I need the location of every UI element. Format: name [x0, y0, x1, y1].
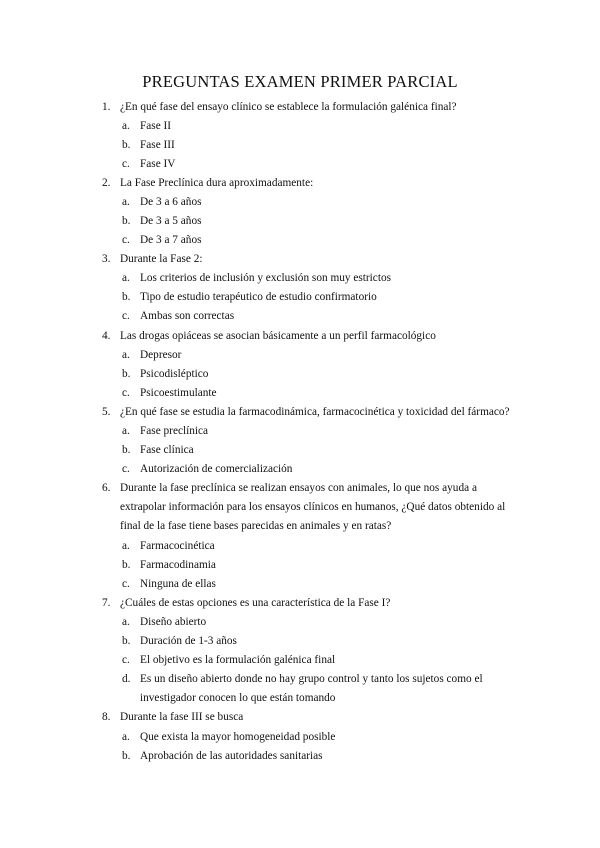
option-text: Fase III: [140, 139, 175, 151]
option-text-line-2: investigador conocen lo que están tomando: [140, 692, 336, 704]
option-text: Fase IV: [140, 158, 176, 170]
option-text: Fase II: [140, 120, 172, 132]
question-text-line-2: extrapolar información para los ensayos clínicos en humanos, ¿Qué datos obtenido al: [120, 501, 506, 513]
question-text: Durante la fase III se busca: [120, 711, 244, 723]
option-letter: c.: [122, 654, 130, 666]
option-letter: c.: [122, 463, 130, 475]
question-text: La Fase Preclínica dura aproximadamente:: [120, 177, 314, 189]
option-letter: c.: [122, 310, 130, 322]
question-text: ¿En qué fase se estudia la farmacodinámica, farmacocinética y toxicidad del fármaco?: [120, 406, 510, 418]
question-text-line-3: final de la fase tiene bases parecidas en animales y en ratas?: [120, 520, 392, 532]
option-text: Que exista la mayor homogeneidad posible: [140, 731, 336, 743]
option-text: Duración de 1-3 años: [140, 635, 237, 647]
option-text: Depresor: [140, 349, 182, 361]
option-text: Ambas son correctas: [140, 310, 235, 322]
question-text: Durante la Fase 2:: [120, 253, 203, 265]
question-number: 3.: [102, 253, 111, 265]
option-text: De 3 a 6 años: [140, 196, 202, 208]
option-letter: d.: [122, 673, 131, 685]
question-text-line-1: Durante la fase preclínica se realizan ensayos con animales, lo que nos ayuda a: [120, 482, 477, 494]
question-number: 7.: [102, 597, 111, 609]
option-letter: a.: [122, 120, 130, 132]
option-letter: c.: [122, 578, 130, 590]
option-text-line-1: Es un diseño abierto donde no hay grupo control y tanto los sujetos como el: [140, 673, 483, 685]
question-number: 1.: [102, 101, 111, 113]
option-text: Ninguna de ellas: [140, 578, 216, 590]
question-number: 6.: [102, 482, 111, 494]
option-text: Psicodisléptico: [140, 368, 209, 380]
option-letter: b.: [122, 635, 131, 647]
option-letter: b.: [122, 559, 131, 571]
option-text: Autorización de comercialización: [140, 463, 293, 475]
option-letter: a.: [122, 425, 130, 437]
option-letter: c.: [122, 158, 130, 170]
option-letter: a.: [122, 196, 130, 208]
option-text: Fase preclínica: [140, 425, 209, 437]
option-text: Psicoestimulante: [140, 387, 217, 399]
option-letter: b.: [122, 215, 131, 227]
question-number: 2.: [102, 177, 111, 189]
option-letter: b.: [122, 291, 131, 303]
option-text: De 3 a 5 años: [140, 215, 202, 227]
option-letter: a.: [122, 616, 130, 628]
option-text: Aprobación de las autoridades sanitarias: [140, 750, 323, 762]
option-letter: a.: [122, 272, 130, 284]
option-text: Farmacodinamia: [140, 559, 216, 571]
option-letter: a.: [122, 349, 130, 361]
option-letter: a.: [122, 540, 130, 552]
option-text: Fase clínica: [140, 444, 194, 456]
page-title: PREGUNTAS EXAMEN PRIMER PARCIAL: [142, 72, 458, 91]
option-letter: b.: [122, 444, 131, 456]
question-number: 8.: [102, 711, 111, 723]
option-text: Tipo de estudio terapéutico de estudio confirmatorio: [140, 291, 377, 303]
question-text: ¿Cuáles de estas opciones es una característica de la Fase I?: [120, 597, 391, 609]
question-text: ¿En qué fase del ensayo clínico se establece la formulación galénica final?: [120, 101, 457, 113]
question-number: 5.: [102, 406, 111, 418]
option-text: Diseño abierto: [140, 616, 207, 628]
option-text: El objetivo es la formulación galénica final: [140, 654, 336, 666]
option-letter: b.: [122, 368, 131, 380]
option-text: Los criterios de inclusión y exclusión son muy estrictos: [140, 272, 392, 284]
option-letter: c.: [122, 234, 130, 246]
option-letter: b.: [122, 139, 131, 151]
question-text: Las drogas opiáceas se asocian básicamente a un perfil farmacológico: [120, 330, 436, 342]
option-text: De 3 a 7 años: [140, 234, 202, 246]
option-letter: a.: [122, 731, 130, 743]
option-letter: c.: [122, 387, 130, 399]
question-number: 4.: [102, 330, 111, 342]
option-text: Farmacocinética: [140, 540, 215, 552]
option-letter: b.: [122, 750, 131, 762]
